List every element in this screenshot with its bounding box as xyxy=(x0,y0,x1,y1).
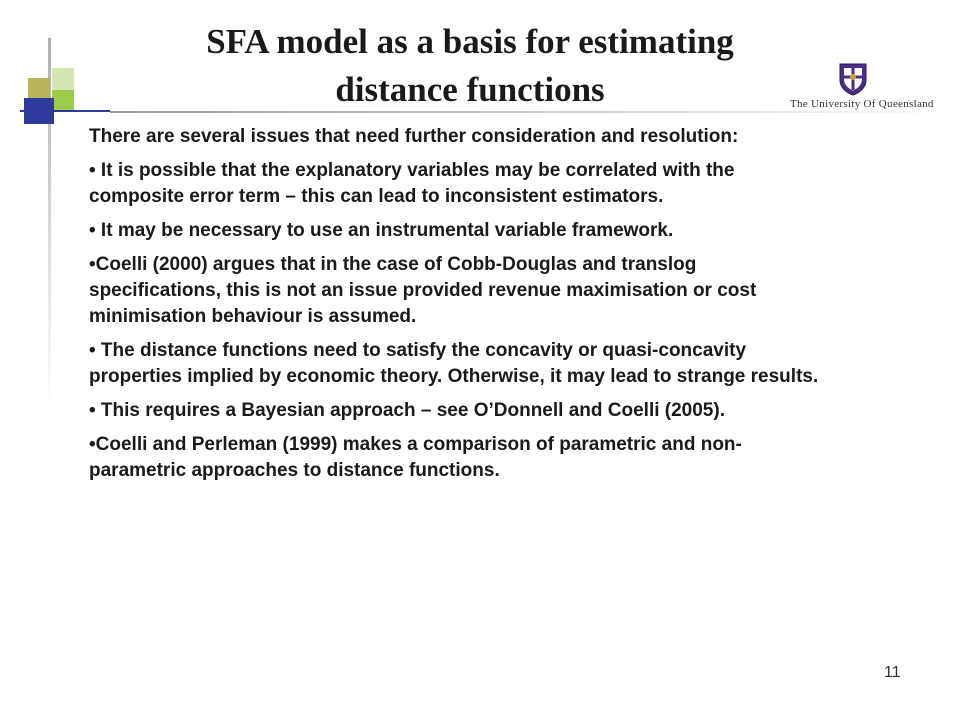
decor-square-green xyxy=(52,90,74,112)
bullet-point: • The distance functions need to satisfy the concavity or quasi-concavity properties implied by economic theory. Otherwise, it may lead to strange results. xyxy=(89,340,819,387)
slide-title xyxy=(120,18,820,114)
slide-body xyxy=(89,124,829,492)
bullet-point: •Coelli (2000) argues that in the case of Cobb-Douglas and translog specifications, this is not an issue provided revenue maximisation or cost minimisation behaviour is assumed. xyxy=(89,254,757,327)
decor-horizontal-line-blue xyxy=(20,110,110,112)
university-logo xyxy=(790,62,934,110)
university-crest-icon xyxy=(838,62,868,96)
bullet-point: • This requires a Bayesian approach – see O’Donnell and Coelli (2005). xyxy=(89,400,725,421)
intro-paragraph: There are several issues that need further consideration and resolution: xyxy=(89,126,739,147)
slide-title-line2: distance functions xyxy=(335,70,605,109)
decor-square-lightgreen xyxy=(52,68,74,90)
bullet-point: • It may be necessary to use an instrumental variable framework. xyxy=(89,220,674,241)
page-number: 11 xyxy=(884,664,901,681)
bullet-point: •Coelli and Perleman (1999) makes a comparison of parametric and non-parametric approaches to distance functions. xyxy=(89,434,742,481)
slide-title-line1: SFA model as a basis for estimating xyxy=(206,22,734,61)
bullet-point: • It is possible that the explanatory variables may be correlated with the composite error term – this can lead to inconsistent estimators. xyxy=(89,160,735,207)
university-name: The University Of Queensland xyxy=(790,98,934,110)
